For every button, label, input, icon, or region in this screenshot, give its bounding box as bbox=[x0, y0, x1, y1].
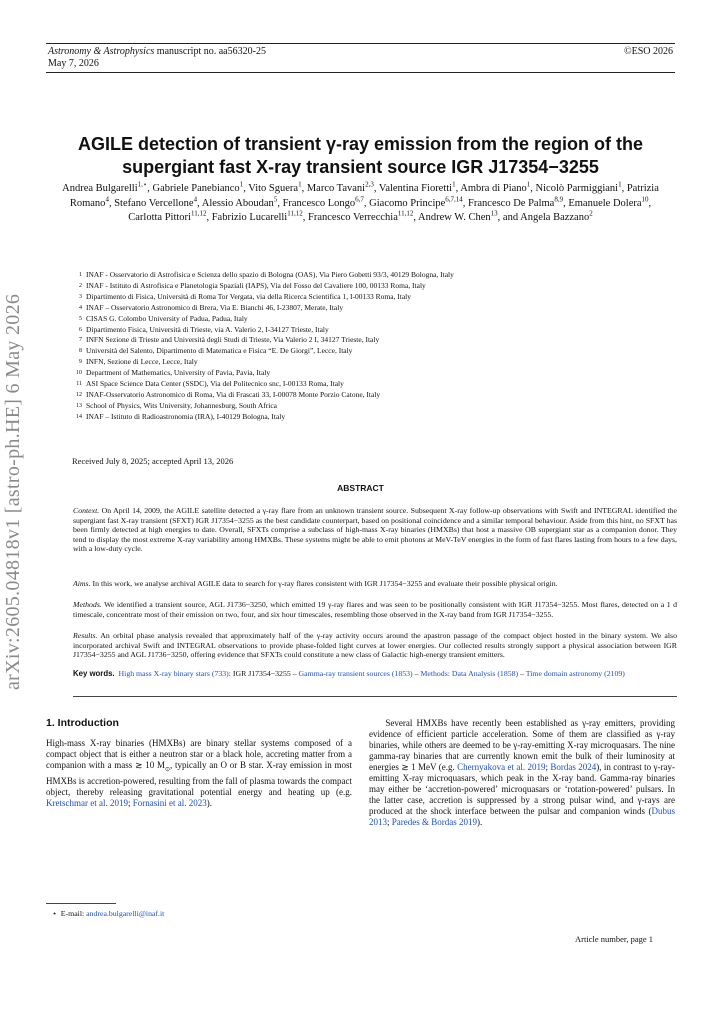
paper-title: AGILE detection of transient γ-ray emission from the region of the supergiant fast X-ray transient source IGR J17354−3255 bbox=[77, 134, 644, 177]
affiliation-item bbox=[72, 401, 672, 411]
affiliation-item bbox=[72, 379, 672, 389]
abstract-results bbox=[73, 631, 677, 660]
affiliation-item bbox=[72, 303, 672, 313]
affiliation-text: Dipartimento di Fisica, Università di Roma Tor Vergata, via della Ricerca Scientifica 1, I-00133 Roma, Italy bbox=[86, 291, 412, 301]
keyword-link-1[interactable]: High mass X-ray binary stars (733) bbox=[118, 669, 229, 678]
abstract-heading: ABSTRACT bbox=[337, 483, 384, 493]
keywords bbox=[73, 669, 677, 679]
context-text: On April 14, 2009, the AGILE satellite detected a γ-ray flare from an unknown transient source. Subsequent X-ray follow-up observations with Swift and INTEGRAL identified the supergiant fast X-ray transient (SFXT) IGR J17354−3255 as the best candidate counterpart, based on positional coincidence and a similar temporal behaviour. Aside from this hint, no SFXT has been firmly detected at high energies to date. Overall, SFXTs comprise a subclass of high-mass X-ray binaries (HMXBs) that host a massive OB supergiant star as a companion donor. They tend to display the most extreme X-ray variability among HMXBs. These systems might be able to emit photons at MeV-TeV energies in the form of fast flares lasting from hours to a few days, with a low-duty cycle. bbox=[73, 506, 677, 554]
header-date: May 7, 2026 bbox=[48, 58, 99, 69]
context-label: Context. bbox=[73, 506, 100, 515]
keyword-link-4[interactable]: Time domain astronomy (2109) bbox=[525, 669, 625, 678]
intro-right-column: Several HMXBs have recently been established as γ-ray emitters, providing evidence of efficient particle acceleration. Some of them are classified as γ-ray binaries, while others are deemed to be γ-ray-emitting X-ray microquasars. The nine gamma-ray binaries that are currently known emit the bulk of their luminosity at energies ≳ 1 MeV (e.g. Chernyakova et al. 2019; Bordas 2024), in contrast to γ-ray-emitting X-ray microquasars, which peak in the X-ray band. Gamma-ray binaries may either be ‘accretion-powered’ microquasars or ‘rotation-powered’ pulsars. In the latter case, accretion is suppressed by a strong pulsar wind, and γ-rays are produced at the shock interface between the pulsar and companion winds (Dubus 2013; Paredes & Bordas 2019). bbox=[369, 718, 675, 827]
affiliation-text: INAF – Istituto di Radioastronomia (IRA), I-40129 Bologna, Italy bbox=[86, 411, 286, 421]
affiliation-number: 2 bbox=[79, 282, 82, 289]
methods-text: We identified a transient source, AGL J1736−3250, which emitted 19 γ-ray flares and was seen to be positionally consistent with IGR J17354−3255. Most flares, detected on a 1 d timescale, concentrate most of their emission on two, four, and six hour timescales, resembling those observed in the X-ray band from IGR J17354−3255. bbox=[73, 600, 677, 619]
page-number: Article number, page 1 bbox=[575, 934, 654, 944]
affiliation-text: INFN Sezione di Trieste and Università degli Studi di Trieste, Via Valerio 2 I, 34127 Trieste, Italy bbox=[86, 335, 380, 345]
methods-label: Methods. bbox=[73, 600, 102, 609]
keyword-link-3[interactable]: Methods: Data Analysis (1858) bbox=[420, 669, 519, 678]
keywords-label: Key words. bbox=[73, 669, 115, 678]
manuscript-number: manuscript no. aa56320-25 bbox=[154, 46, 266, 57]
affiliation-text: INAF – Osservatorio Astronomico di Brera, Via E. Bianchi 46, I-23807, Merate, Italy bbox=[86, 302, 344, 312]
affiliation-item bbox=[72, 390, 672, 400]
affiliation-number: 6 bbox=[79, 326, 82, 333]
aims-text: In this work, we analyse archival AGILE data to search for γ-ray flares consistent with IGR J17354−3255 and evaluate their possible physical origin. bbox=[90, 579, 558, 588]
affiliation-number: 9 bbox=[79, 359, 82, 366]
affiliation-text: INAF - Osservatorio di Astrofisica e Scienza dello spazio di Bologna (OAS), Via Piero Gobetti 93/3, 40129 Bologna, Italy bbox=[86, 270, 454, 279]
affiliation-number: 4 bbox=[79, 304, 82, 311]
affiliation-item bbox=[72, 292, 672, 302]
affiliation-item bbox=[72, 325, 672, 335]
affiliation-item bbox=[72, 314, 672, 324]
affiliation-text: ASI Space Science Data Center (SSDC), Via del Politecnico snc, I-00133 Roma, Italy bbox=[86, 379, 344, 388]
affiliation-text: INFN, Sezione di Lecce, Lecce, Italy bbox=[86, 357, 198, 367]
affiliation-number: 1 bbox=[79, 272, 82, 278]
abstract-methods bbox=[73, 600, 677, 619]
keyword-link-2[interactable]: Gamma-ray transient sources (1853) bbox=[298, 669, 413, 678]
results-text: An orbital phase analysis revealed that approximately half of the γ-ray activity occurs around the apastron passage of the compact object hosted in the binary system. We also incorporated archival Swift and INTEGRAL observations to provide phase-folded light curves at lower energies. Our collected results strongly support a physical association between IGR J17354−3255 and AGL J1736−3250, offering evidence that SFXTs could constitute a new class of Galactic high-energy transient emitters. bbox=[73, 631, 677, 660]
affiliation-number: 10 bbox=[76, 370, 82, 377]
keyword-sep-2: – bbox=[412, 669, 421, 678]
abstract-rule bbox=[73, 696, 677, 697]
affiliation-item bbox=[72, 270, 672, 280]
footnote-mark: ⋆ bbox=[52, 909, 57, 918]
affiliation-item bbox=[72, 357, 672, 367]
keyword-sep-1: : IGR J17354−3255 – bbox=[228, 669, 299, 678]
affiliation-number: 11 bbox=[76, 381, 82, 387]
results-label: Results. bbox=[73, 631, 98, 640]
footnote-label: E-mail: bbox=[60, 909, 87, 918]
affiliation-number: 5 bbox=[79, 315, 82, 322]
aims-label: Aims. bbox=[73, 579, 91, 588]
affiliation-text: Department of Mathematics, University of Pavia, Pavia, Italy bbox=[86, 368, 271, 378]
intro-left-column: High-mass X-ray binaries (HMXBs) are binary stellar systems composed of a compact object that is either a neutron star or a black hole, accreting matter from a companion with a mass ≳ 10 $M_⊙$, typically an O or B star. X-ray emission in most HMXBs is accretion-powered, resulting from the fall of plasma towards the compact object, thereby releasing gravitational potential energy and heating up (e.g. Kretschmar et al. 2019; Fornasini et al. 2023). bbox=[46, 738, 352, 808]
section-heading: 1. Introduction bbox=[46, 717, 119, 729]
affiliation-text: Università del Salento, Dipartimento di Matematica e Fisica “E. De Giorgi”, Lecce, Italy bbox=[86, 346, 353, 356]
affiliation-number: 12 bbox=[76, 391, 82, 398]
affiliation-item bbox=[72, 368, 672, 378]
affiliation-text: Dipartimento Fisica, Università di Trieste, via A. Valerio 2, I-34127 Trieste, Italy bbox=[86, 324, 329, 334]
copyright: ©ESO 2026 bbox=[624, 46, 673, 57]
journal-line bbox=[48, 46, 266, 58]
footnote-rule bbox=[46, 903, 116, 904]
affiliation-item bbox=[72, 346, 672, 356]
affiliation-number: 8 bbox=[79, 348, 82, 355]
affiliation-number: 3 bbox=[79, 293, 82, 300]
author-list: Andrea Bulgarelli$^{1,⋆}$, Gabriele Panebianco$^1$, Vito Sguera$^1$, Marco Tavani$^{2,3}$, Valentina Fioretti$^1$, Ambra di Piano$^1$, Nicolò Parmiggiani$^1$, Patrizia Romano$^4$, Stefano Vercellone$^4$, Alessio Aboudan$^5$, Francesco Longo$^{6,7}$, Giacomo Principe$^{6,7,14}$, Francesco De Palma$^{8,9}$, Emanuele Dolera$^{10}$, Carlotta Pittori$^{11,12}$, Fabrizio Lucarelli$^{11,12}$, Francesco Verrecchia$^{11,12}$, Andrew W. Chen$^{13}$, and Angela Bazzano$^2$ bbox=[62, 180, 659, 223]
affiliation-text: INAF-Osservatorio Astronomico di Roma, Via di Frascati 33, I-00078 Monte Porzio Catone, Italy bbox=[86, 389, 381, 399]
affiliation-number: 7 bbox=[79, 337, 82, 344]
affiliation-number: 13 bbox=[76, 402, 82, 409]
affiliation-number: 14 bbox=[76, 413, 82, 420]
abstract-aims bbox=[73, 579, 677, 589]
arxiv-stamp: arXiv:2605.04818v1 [astro-ph.HE] 6 May 2026 bbox=[2, 293, 24, 690]
abstract-context bbox=[73, 506, 677, 554]
affiliation-item bbox=[72, 335, 672, 345]
keyword-sep-3: – bbox=[518, 669, 526, 678]
affiliation-item bbox=[72, 281, 672, 291]
footnote bbox=[52, 909, 164, 918]
journal-name: Astronomy & Astrophysics bbox=[48, 46, 155, 57]
email-link[interactable]: andrea.bulgarelli@inaf.it bbox=[86, 909, 165, 918]
affiliation-text: CISAS G. Colombo University of Padua, Padua, Italy bbox=[86, 313, 248, 323]
affiliation-text: School of Physics, Wits University, Johannesburg, South Africa bbox=[86, 400, 278, 410]
received-dates: Received July 8, 2025; accepted April 13, 2026 bbox=[72, 456, 234, 466]
affiliation-item bbox=[72, 412, 672, 422]
affiliation-text: INAF - Istituto di Astrofisica e Planetologia Spaziali (IAPS), Via del Fosso del Cavaliere 100, 00133 Roma, Italy bbox=[86, 280, 426, 290]
